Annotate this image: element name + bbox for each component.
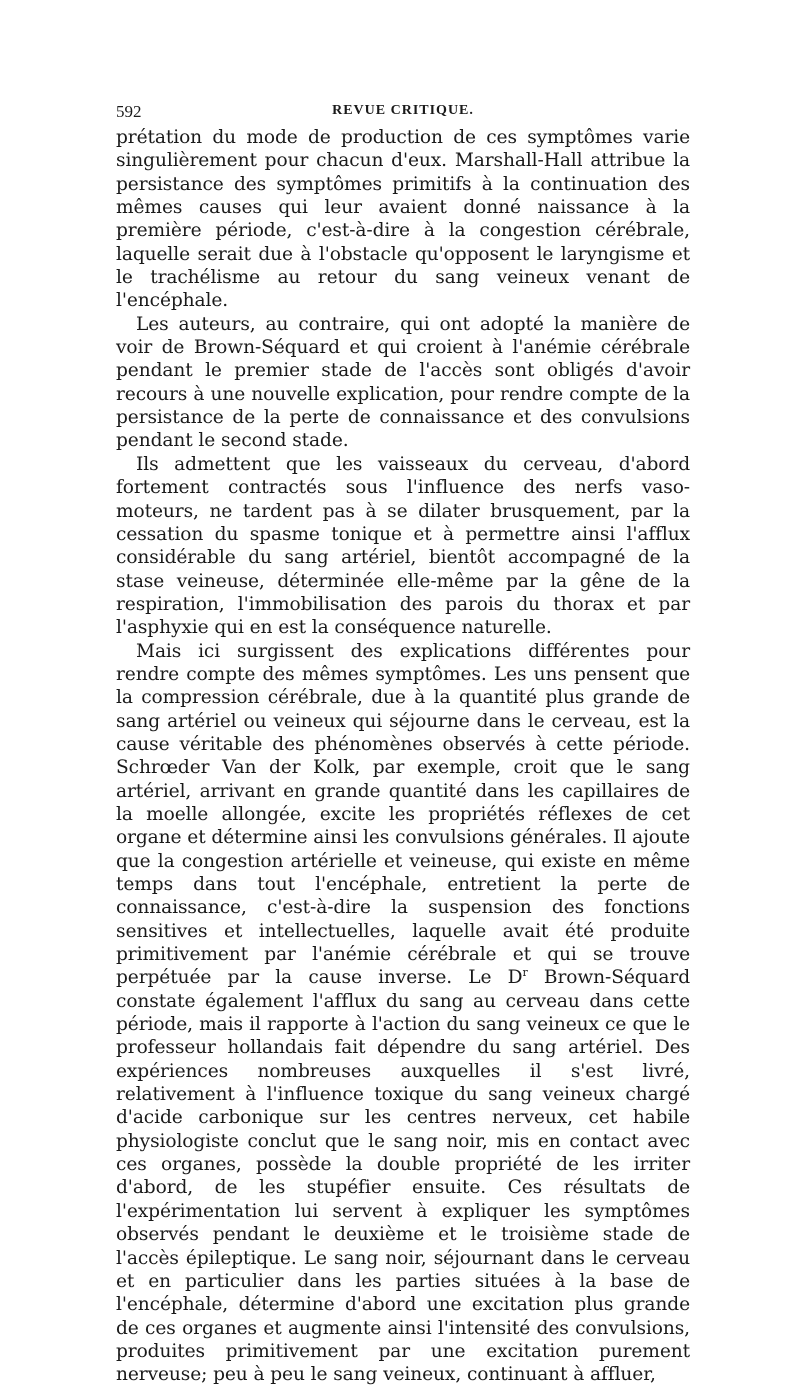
paragraph-1: prétation du mode de production de ces symptômes varie singulièrement pour chacun d'eux. Marshall-Hall attribue la persistance des symptômes primitifs à la continuation des mêmes causes qui leur avaient donné naissance à la première période, c'est-à-dire à la congestion cérébrale, laquelle serait due à l'obstacle qu'opposent le laryngisme et le trachélisme au retour du sang veineux venant de l'encéphale. [116, 127, 690, 312]
paragraph-4-part-2: Brown-Séquard constate également l'afflux du sang au cerveau dans cette période, mais il rapporte à l'action du sang veineux ce que le professeur hollandais fait dépendre du sang artériel. Des expériences nombreuses auxquelles il s'est livré, relativement à l'influence toxique du sang veineux chargé d'acide carbonique sur les centres nerveux, cet habile physiologiste conclut que le sang noir, mis en contact avec ces organes, possède la double propriété de les irriter d'abord, de les stupéfier ensuite. Ces résultats de l'expérimentation lui servent à expliquer les symptômes observés pendant le deuxième et le troisième stade de l'accès épileptique. Le sang noir, séjournant dans le cerveau et en particulier dans les parties situées à la base de l'encéphale, détermine d'abord une excitation plus grande de ces organes et augmente ainsi l'intensité des convulsions, produites primitivement par une excitation purement nerveuse; peu à peu le sang veineux, continuant à affluer, [116, 967, 690, 1386]
paragraph-3: Ils admettent que les vaisseaux du cerveau, d'abord fortement contractés sous l'influence des nerfs vaso-moteurs, ne tardent pas à se dilater brusquement, par la cessation du spasme tonique et à permettre ainsi l'afflux considérable du sang artériel, bientôt accompagné de la stase veineuse, déterminée elle-même par la gêne de la respiration, l'immobilisation des parois du thorax et par l'asphyxie qui en est la conséquence naturelle. [116, 453, 690, 639]
page [116, 96, 690, 1387]
paragraph-4 [116, 640, 690, 1387]
page-number: 592 [116, 102, 142, 121]
paragraph-2: Les auteurs, au contraire, qui ont adopté la manière de voir de Brown-Séquard et qui croient à l'anémie cérébrale pendant le premier stade de l'accès sont obligés d'avoir recours à une nouvelle explication, pour rendre compte de la persistance de la perte de connaissance et des convulsions pendant le second stade. [116, 313, 690, 452]
doctor-superscript: r [522, 966, 528, 980]
running-head: REVUE CRITIQUE. [332, 103, 474, 118]
body-text [116, 126, 690, 1387]
page-header [116, 96, 690, 126]
paragraph-4-part-1: Mais ici surgissent des explications différentes pour rendre compte des mêmes symptômes. Les uns pensent que la compression cérébrale, due à la quantité plus grande de sang artériel ou veineux qui séjourne dans le cerveau, est la cause véritable des phénomènes observés à cette période. Schrœder Van der Kolk, par exemple, croit que le sang artériel, arrivant en grande quantité dans les capillaires de la moelle allongée, excite les propriétés réflexes de cet organe et détermine ainsi les convulsions générales. Il ajoute que la congestion artérielle et veineuse, qui existe en même temps dans tout l'encéphale, entretient la perte de connaissance, c'est-à-dire la suspension des fonctions sensitives et intellectuelles, laquelle avait été produite primitivement par l'anémie cérébrale et qui se trouve perpétuée par la cause inverse. Le D [116, 640, 690, 989]
